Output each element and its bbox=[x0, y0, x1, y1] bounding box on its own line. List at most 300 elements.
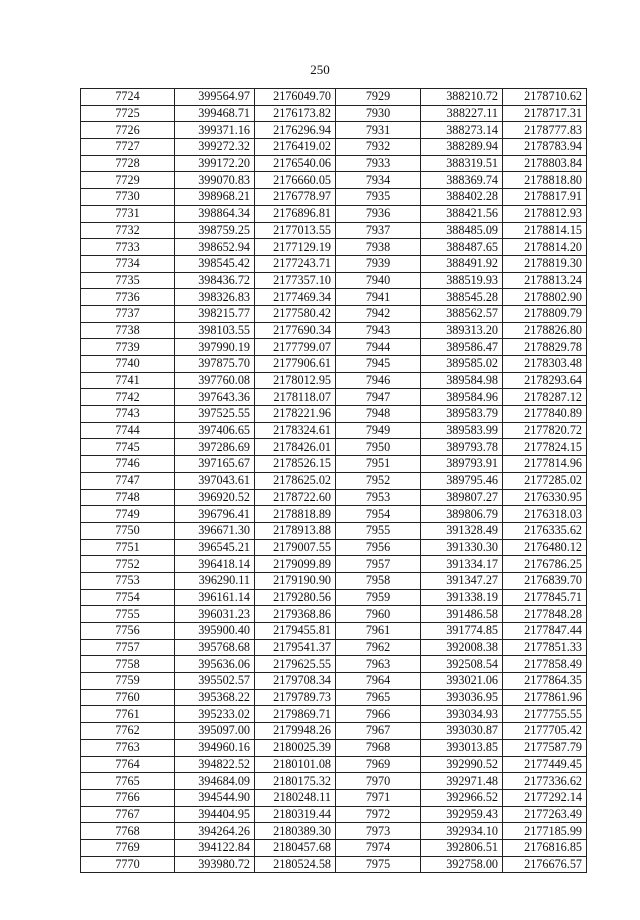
x-coordinate-cell: 392806.51 bbox=[421, 839, 503, 856]
point-number-cell: 7964 bbox=[336, 673, 421, 690]
x-coordinate-cell: 399272.32 bbox=[175, 139, 255, 156]
y-coordinate-cell: 2179455.81 bbox=[255, 623, 336, 640]
x-coordinate-cell: 394960.16 bbox=[175, 739, 255, 756]
y-coordinate-cell: 2178826.80 bbox=[503, 322, 587, 339]
point-number-cell: 7757 bbox=[81, 639, 175, 656]
y-coordinate-cell: 2177705.42 bbox=[503, 723, 587, 740]
x-coordinate-cell: 396161.14 bbox=[175, 589, 255, 606]
y-coordinate-cell: 2178814.15 bbox=[503, 222, 587, 239]
point-number-cell: 7753 bbox=[81, 572, 175, 589]
point-number-cell: 7966 bbox=[336, 706, 421, 723]
point-number-cell: 7962 bbox=[336, 639, 421, 656]
y-coordinate-cell: 2176786.25 bbox=[503, 556, 587, 573]
point-number-cell: 7938 bbox=[336, 239, 421, 256]
x-coordinate-cell: 389793.91 bbox=[421, 456, 503, 473]
y-coordinate-cell: 2176816.85 bbox=[503, 839, 587, 856]
y-coordinate-cell: 2179625.55 bbox=[255, 656, 336, 673]
x-coordinate-cell: 391330.30 bbox=[421, 539, 503, 556]
y-coordinate-cell: 2178287.12 bbox=[503, 389, 587, 406]
table-row bbox=[81, 489, 587, 506]
x-coordinate-cell: 397875.70 bbox=[175, 356, 255, 373]
table-row bbox=[81, 139, 587, 156]
table-row bbox=[81, 522, 587, 539]
point-number-cell: 7756 bbox=[81, 623, 175, 640]
point-number-cell: 7746 bbox=[81, 456, 175, 473]
x-coordinate-cell: 396796.41 bbox=[175, 506, 255, 523]
point-number-cell: 7747 bbox=[81, 472, 175, 489]
y-coordinate-cell: 2178814.20 bbox=[503, 239, 587, 256]
x-coordinate-cell: 391347.27 bbox=[421, 572, 503, 589]
x-coordinate-cell: 389586.47 bbox=[421, 339, 503, 356]
page-number: 250 bbox=[310, 62, 330, 77]
point-number-cell: 7730 bbox=[81, 189, 175, 206]
point-number-cell: 7749 bbox=[81, 506, 175, 523]
y-coordinate-cell: 2178012.95 bbox=[255, 372, 336, 389]
x-coordinate-cell: 398326.83 bbox=[175, 289, 255, 306]
table-row bbox=[81, 839, 587, 856]
point-number-cell: 7963 bbox=[336, 656, 421, 673]
point-number-cell: 7760 bbox=[81, 689, 175, 706]
point-number-cell: 7945 bbox=[336, 356, 421, 373]
y-coordinate-cell: 2178809.79 bbox=[503, 305, 587, 322]
coordinates-table bbox=[80, 88, 587, 873]
table-row bbox=[81, 823, 587, 840]
y-coordinate-cell: 2176318.03 bbox=[503, 506, 587, 523]
x-coordinate-cell: 398215.77 bbox=[175, 305, 255, 322]
y-coordinate-cell: 2178625.02 bbox=[255, 472, 336, 489]
x-coordinate-cell: 388289.94 bbox=[421, 139, 503, 156]
y-coordinate-cell: 2178803.84 bbox=[503, 155, 587, 172]
point-number-cell: 7941 bbox=[336, 289, 421, 306]
x-coordinate-cell: 399371.16 bbox=[175, 122, 255, 139]
table-row bbox=[81, 506, 587, 523]
table-row bbox=[81, 656, 587, 673]
y-coordinate-cell: 2178812.93 bbox=[503, 205, 587, 222]
y-coordinate-cell: 2178717.31 bbox=[503, 105, 587, 122]
x-coordinate-cell: 391486.58 bbox=[421, 606, 503, 623]
point-number-cell: 7739 bbox=[81, 339, 175, 356]
point-number-cell: 7936 bbox=[336, 205, 421, 222]
point-number-cell: 7761 bbox=[81, 706, 175, 723]
point-number-cell: 7769 bbox=[81, 839, 175, 856]
y-coordinate-cell: 2177469.34 bbox=[255, 289, 336, 306]
y-coordinate-cell: 2177129.19 bbox=[255, 239, 336, 256]
table-row bbox=[81, 322, 587, 339]
y-coordinate-cell: 2179869.71 bbox=[255, 706, 336, 723]
table-row bbox=[81, 773, 587, 790]
y-coordinate-cell: 2179007.55 bbox=[255, 539, 336, 556]
y-coordinate-cell: 2177824.15 bbox=[503, 439, 587, 456]
x-coordinate-cell: 396290.11 bbox=[175, 572, 255, 589]
x-coordinate-cell: 388519.93 bbox=[421, 272, 503, 289]
y-coordinate-cell: 2176296.94 bbox=[255, 122, 336, 139]
y-coordinate-cell: 2178802.90 bbox=[503, 289, 587, 306]
y-coordinate-cell: 2178722.60 bbox=[255, 489, 336, 506]
point-number-cell: 7750 bbox=[81, 522, 175, 539]
point-number-cell: 7735 bbox=[81, 272, 175, 289]
point-number-cell: 7973 bbox=[336, 823, 421, 840]
point-number-cell: 7729 bbox=[81, 172, 175, 189]
x-coordinate-cell: 392934.10 bbox=[421, 823, 503, 840]
point-number-cell: 7958 bbox=[336, 572, 421, 589]
point-number-cell: 7971 bbox=[336, 789, 421, 806]
point-number-cell: 7970 bbox=[336, 773, 421, 790]
point-number-cell: 7968 bbox=[336, 739, 421, 756]
y-coordinate-cell: 2177906.61 bbox=[255, 356, 336, 373]
y-coordinate-cell: 2178783.94 bbox=[503, 139, 587, 156]
y-coordinate-cell: 2178817.91 bbox=[503, 189, 587, 206]
table-row bbox=[81, 105, 587, 122]
y-coordinate-cell: 2177847.44 bbox=[503, 623, 587, 640]
x-coordinate-cell: 394122.84 bbox=[175, 839, 255, 856]
x-coordinate-cell: 392508.54 bbox=[421, 656, 503, 673]
y-coordinate-cell: 2177861.96 bbox=[503, 689, 587, 706]
point-number-cell: 7742 bbox=[81, 389, 175, 406]
y-coordinate-cell: 2179541.37 bbox=[255, 639, 336, 656]
x-coordinate-cell: 388487.65 bbox=[421, 239, 503, 256]
x-coordinate-cell: 388273.14 bbox=[421, 122, 503, 139]
table-row bbox=[81, 122, 587, 139]
point-number-cell: 7956 bbox=[336, 539, 421, 556]
point-number-cell: 7940 bbox=[336, 272, 421, 289]
y-coordinate-cell: 2176049.70 bbox=[255, 89, 336, 106]
y-coordinate-cell: 2177580.42 bbox=[255, 305, 336, 322]
table-row bbox=[81, 272, 587, 289]
y-coordinate-cell: 2178118.07 bbox=[255, 389, 336, 406]
x-coordinate-cell: 395636.06 bbox=[175, 656, 255, 673]
x-coordinate-cell: 388562.57 bbox=[421, 305, 503, 322]
y-coordinate-cell: 2178221.96 bbox=[255, 406, 336, 423]
x-coordinate-cell: 396671.30 bbox=[175, 522, 255, 539]
y-coordinate-cell: 2180101.08 bbox=[255, 756, 336, 773]
table-row bbox=[81, 255, 587, 272]
x-coordinate-cell: 394822.52 bbox=[175, 756, 255, 773]
y-coordinate-cell: 2180319.44 bbox=[255, 806, 336, 823]
table-row bbox=[81, 539, 587, 556]
x-coordinate-cell: 388402.28 bbox=[421, 189, 503, 206]
x-coordinate-cell: 394404.95 bbox=[175, 806, 255, 823]
x-coordinate-cell: 388421.56 bbox=[421, 205, 503, 222]
y-coordinate-cell: 2178813.24 bbox=[503, 272, 587, 289]
x-coordinate-cell: 398545.42 bbox=[175, 255, 255, 272]
table-row bbox=[81, 572, 587, 589]
table-row bbox=[81, 456, 587, 473]
point-number-cell: 7955 bbox=[336, 522, 421, 539]
y-coordinate-cell: 2176540.06 bbox=[255, 155, 336, 172]
point-number-cell: 7728 bbox=[81, 155, 175, 172]
y-coordinate-cell: 2178777.83 bbox=[503, 122, 587, 139]
y-coordinate-cell: 2177357.10 bbox=[255, 272, 336, 289]
x-coordinate-cell: 388545.28 bbox=[421, 289, 503, 306]
point-number-cell: 7957 bbox=[336, 556, 421, 573]
x-coordinate-cell: 389584.96 bbox=[421, 389, 503, 406]
point-number-cell: 7961 bbox=[336, 623, 421, 640]
point-number-cell: 7946 bbox=[336, 372, 421, 389]
point-number-cell: 7734 bbox=[81, 255, 175, 272]
x-coordinate-cell: 389585.02 bbox=[421, 356, 503, 373]
point-number-cell: 7768 bbox=[81, 823, 175, 840]
y-coordinate-cell: 2176173.82 bbox=[255, 105, 336, 122]
x-coordinate-cell: 393030.87 bbox=[421, 723, 503, 740]
x-coordinate-cell: 389584.98 bbox=[421, 372, 503, 389]
table-row bbox=[81, 239, 587, 256]
point-number-cell: 7726 bbox=[81, 122, 175, 139]
x-coordinate-cell: 392008.38 bbox=[421, 639, 503, 656]
table-row bbox=[81, 806, 587, 823]
x-coordinate-cell: 394264.26 bbox=[175, 823, 255, 840]
y-coordinate-cell: 2177864.35 bbox=[503, 673, 587, 690]
point-number-cell: 7743 bbox=[81, 406, 175, 423]
y-coordinate-cell: 2176778.97 bbox=[255, 189, 336, 206]
y-coordinate-cell: 2176839.70 bbox=[503, 572, 587, 589]
y-coordinate-cell: 2177799.07 bbox=[255, 339, 336, 356]
y-coordinate-cell: 2177851.33 bbox=[503, 639, 587, 656]
table-row bbox=[81, 372, 587, 389]
point-number-cell: 7954 bbox=[336, 506, 421, 523]
point-number-cell: 7972 bbox=[336, 806, 421, 823]
table-row bbox=[81, 356, 587, 373]
table-row bbox=[81, 756, 587, 773]
table-row bbox=[81, 439, 587, 456]
y-coordinate-cell: 2178818.80 bbox=[503, 172, 587, 189]
point-number-cell: 7748 bbox=[81, 489, 175, 506]
point-number-cell: 7727 bbox=[81, 139, 175, 156]
table-row bbox=[81, 189, 587, 206]
x-coordinate-cell: 398436.72 bbox=[175, 272, 255, 289]
x-coordinate-cell: 395900.40 bbox=[175, 623, 255, 640]
y-coordinate-cell: 2177449.45 bbox=[503, 756, 587, 773]
point-number-cell: 7974 bbox=[336, 839, 421, 856]
y-coordinate-cell: 2176676.57 bbox=[503, 856, 587, 873]
table-row bbox=[81, 606, 587, 623]
point-number-cell: 7969 bbox=[336, 756, 421, 773]
table-row bbox=[81, 472, 587, 489]
x-coordinate-cell: 395097.00 bbox=[175, 723, 255, 740]
point-number-cell: 7762 bbox=[81, 723, 175, 740]
x-coordinate-cell: 392990.52 bbox=[421, 756, 503, 773]
x-coordinate-cell: 399172.20 bbox=[175, 155, 255, 172]
y-coordinate-cell: 2177285.02 bbox=[503, 472, 587, 489]
x-coordinate-cell: 394684.09 bbox=[175, 773, 255, 790]
x-coordinate-cell: 393036.95 bbox=[421, 689, 503, 706]
point-number-cell: 7764 bbox=[81, 756, 175, 773]
x-coordinate-cell: 399070.83 bbox=[175, 172, 255, 189]
y-coordinate-cell: 2177185.99 bbox=[503, 823, 587, 840]
y-coordinate-cell: 2177336.62 bbox=[503, 773, 587, 790]
x-coordinate-cell: 395233.02 bbox=[175, 706, 255, 723]
point-number-cell: 7741 bbox=[81, 372, 175, 389]
table-row bbox=[81, 155, 587, 172]
table-row bbox=[81, 723, 587, 740]
x-coordinate-cell: 396418.14 bbox=[175, 556, 255, 573]
x-coordinate-cell: 396920.52 bbox=[175, 489, 255, 506]
y-coordinate-cell: 2179368.86 bbox=[255, 606, 336, 623]
y-coordinate-cell: 2178710.62 bbox=[503, 89, 587, 106]
table-row bbox=[81, 856, 587, 873]
point-number-cell: 7751 bbox=[81, 539, 175, 556]
x-coordinate-cell: 388227.11 bbox=[421, 105, 503, 122]
point-number-cell: 7765 bbox=[81, 773, 175, 790]
point-number-cell: 7949 bbox=[336, 422, 421, 439]
point-number-cell: 7745 bbox=[81, 439, 175, 456]
x-coordinate-cell: 391334.17 bbox=[421, 556, 503, 573]
point-number-cell: 7942 bbox=[336, 305, 421, 322]
x-coordinate-cell: 393980.72 bbox=[175, 856, 255, 873]
table-row bbox=[81, 623, 587, 640]
y-coordinate-cell: 2180389.30 bbox=[255, 823, 336, 840]
y-coordinate-cell: 2178293.64 bbox=[503, 372, 587, 389]
y-coordinate-cell: 2177845.71 bbox=[503, 589, 587, 606]
y-coordinate-cell: 2180248.11 bbox=[255, 789, 336, 806]
x-coordinate-cell: 393021.06 bbox=[421, 673, 503, 690]
table-row bbox=[81, 739, 587, 756]
x-coordinate-cell: 397760.08 bbox=[175, 372, 255, 389]
point-number-cell: 7724 bbox=[81, 89, 175, 106]
point-number-cell: 7930 bbox=[336, 105, 421, 122]
point-number-cell: 7763 bbox=[81, 739, 175, 756]
x-coordinate-cell: 391338.19 bbox=[421, 589, 503, 606]
y-coordinate-cell: 2177840.89 bbox=[503, 406, 587, 423]
y-coordinate-cell: 2177820.72 bbox=[503, 422, 587, 439]
point-number-cell: 7770 bbox=[81, 856, 175, 873]
point-number-cell: 7758 bbox=[81, 656, 175, 673]
table-row bbox=[81, 289, 587, 306]
y-coordinate-cell: 2177848.28 bbox=[503, 606, 587, 623]
x-coordinate-cell: 389806.79 bbox=[421, 506, 503, 523]
point-number-cell: 7732 bbox=[81, 222, 175, 239]
y-coordinate-cell: 2178829.78 bbox=[503, 339, 587, 356]
x-coordinate-cell: 397165.67 bbox=[175, 456, 255, 473]
point-number-cell: 7755 bbox=[81, 606, 175, 623]
x-coordinate-cell: 397525.55 bbox=[175, 406, 255, 423]
y-coordinate-cell: 2178324.61 bbox=[255, 422, 336, 439]
point-number-cell: 7733 bbox=[81, 239, 175, 256]
point-number-cell: 7960 bbox=[336, 606, 421, 623]
table-row bbox=[81, 406, 587, 423]
x-coordinate-cell: 393034.93 bbox=[421, 706, 503, 723]
point-number-cell: 7953 bbox=[336, 489, 421, 506]
point-number-cell: 7943 bbox=[336, 322, 421, 339]
table-row bbox=[81, 389, 587, 406]
table-row bbox=[81, 639, 587, 656]
y-coordinate-cell: 2180524.58 bbox=[255, 856, 336, 873]
point-number-cell: 7752 bbox=[81, 556, 175, 573]
x-coordinate-cell: 397406.65 bbox=[175, 422, 255, 439]
x-coordinate-cell: 392966.52 bbox=[421, 789, 503, 806]
point-number-cell: 7744 bbox=[81, 422, 175, 439]
y-coordinate-cell: 2180175.32 bbox=[255, 773, 336, 790]
y-coordinate-cell: 2178819.30 bbox=[503, 255, 587, 272]
x-coordinate-cell: 388210.72 bbox=[421, 89, 503, 106]
point-number-cell: 7939 bbox=[336, 255, 421, 272]
point-number-cell: 7947 bbox=[336, 389, 421, 406]
x-coordinate-cell: 395502.57 bbox=[175, 673, 255, 690]
point-number-cell: 7959 bbox=[336, 589, 421, 606]
y-coordinate-cell: 2179280.56 bbox=[255, 589, 336, 606]
x-coordinate-cell: 392971.48 bbox=[421, 773, 503, 790]
y-coordinate-cell: 2178818.89 bbox=[255, 506, 336, 523]
point-number-cell: 7937 bbox=[336, 222, 421, 239]
y-coordinate-cell: 2176335.62 bbox=[503, 522, 587, 539]
table-row bbox=[81, 422, 587, 439]
point-number-cell: 7766 bbox=[81, 789, 175, 806]
point-number-cell: 7948 bbox=[336, 406, 421, 423]
x-coordinate-cell: 399564.97 bbox=[175, 89, 255, 106]
point-number-cell: 7935 bbox=[336, 189, 421, 206]
point-number-cell: 7952 bbox=[336, 472, 421, 489]
x-coordinate-cell: 391328.49 bbox=[421, 522, 503, 539]
table-row bbox=[81, 89, 587, 106]
point-number-cell: 7965 bbox=[336, 689, 421, 706]
y-coordinate-cell: 2176896.81 bbox=[255, 205, 336, 222]
point-number-cell: 7933 bbox=[336, 155, 421, 172]
point-number-cell: 7767 bbox=[81, 806, 175, 823]
y-coordinate-cell: 2177263.49 bbox=[503, 806, 587, 823]
point-number-cell: 7931 bbox=[336, 122, 421, 139]
x-coordinate-cell: 389807.27 bbox=[421, 489, 503, 506]
y-coordinate-cell: 2176660.05 bbox=[255, 172, 336, 189]
x-coordinate-cell: 397043.61 bbox=[175, 472, 255, 489]
x-coordinate-cell: 393013.85 bbox=[421, 739, 503, 756]
point-number-cell: 7738 bbox=[81, 322, 175, 339]
y-coordinate-cell: 2176480.12 bbox=[503, 539, 587, 556]
y-coordinate-cell: 2177243.71 bbox=[255, 255, 336, 272]
x-coordinate-cell: 392959.43 bbox=[421, 806, 503, 823]
x-coordinate-cell: 389795.46 bbox=[421, 472, 503, 489]
table-row bbox=[81, 556, 587, 573]
x-coordinate-cell: 388491.92 bbox=[421, 255, 503, 272]
x-coordinate-cell: 388319.51 bbox=[421, 155, 503, 172]
x-coordinate-cell: 395368.22 bbox=[175, 689, 255, 706]
y-coordinate-cell: 2178426.01 bbox=[255, 439, 336, 456]
y-coordinate-cell: 2180457.68 bbox=[255, 839, 336, 856]
table-row bbox=[81, 305, 587, 322]
x-coordinate-cell: 398864.34 bbox=[175, 205, 255, 222]
x-coordinate-cell: 396031.23 bbox=[175, 606, 255, 623]
x-coordinate-cell: 398968.21 bbox=[175, 189, 255, 206]
x-coordinate-cell: 392758.00 bbox=[421, 856, 503, 873]
x-coordinate-cell: 397990.19 bbox=[175, 339, 255, 356]
table-row bbox=[81, 789, 587, 806]
point-number-cell: 7967 bbox=[336, 723, 421, 740]
x-coordinate-cell: 398652.94 bbox=[175, 239, 255, 256]
y-coordinate-cell: 2179708.34 bbox=[255, 673, 336, 690]
point-number-cell: 7929 bbox=[336, 89, 421, 106]
y-coordinate-cell: 2179789.73 bbox=[255, 689, 336, 706]
x-coordinate-cell: 388485.09 bbox=[421, 222, 503, 239]
x-coordinate-cell: 389313.20 bbox=[421, 322, 503, 339]
y-coordinate-cell: 2179190.90 bbox=[255, 572, 336, 589]
table-row bbox=[81, 205, 587, 222]
table-row bbox=[81, 222, 587, 239]
coordinates-table-body bbox=[81, 89, 587, 873]
point-number-cell: 7951 bbox=[336, 456, 421, 473]
y-coordinate-cell: 2177013.55 bbox=[255, 222, 336, 239]
x-coordinate-cell: 399468.71 bbox=[175, 105, 255, 122]
y-coordinate-cell: 2176419.02 bbox=[255, 139, 336, 156]
x-coordinate-cell: 396545.21 bbox=[175, 539, 255, 556]
y-coordinate-cell: 2176330.95 bbox=[503, 489, 587, 506]
x-coordinate-cell: 388369.74 bbox=[421, 172, 503, 189]
table-row bbox=[81, 172, 587, 189]
y-coordinate-cell: 2179948.26 bbox=[255, 723, 336, 740]
point-number-cell: 7725 bbox=[81, 105, 175, 122]
x-coordinate-cell: 398759.25 bbox=[175, 222, 255, 239]
y-coordinate-cell: 2177292.14 bbox=[503, 789, 587, 806]
y-coordinate-cell: 2179099.89 bbox=[255, 556, 336, 573]
x-coordinate-cell: 389793.78 bbox=[421, 439, 503, 456]
point-number-cell: 7759 bbox=[81, 673, 175, 690]
